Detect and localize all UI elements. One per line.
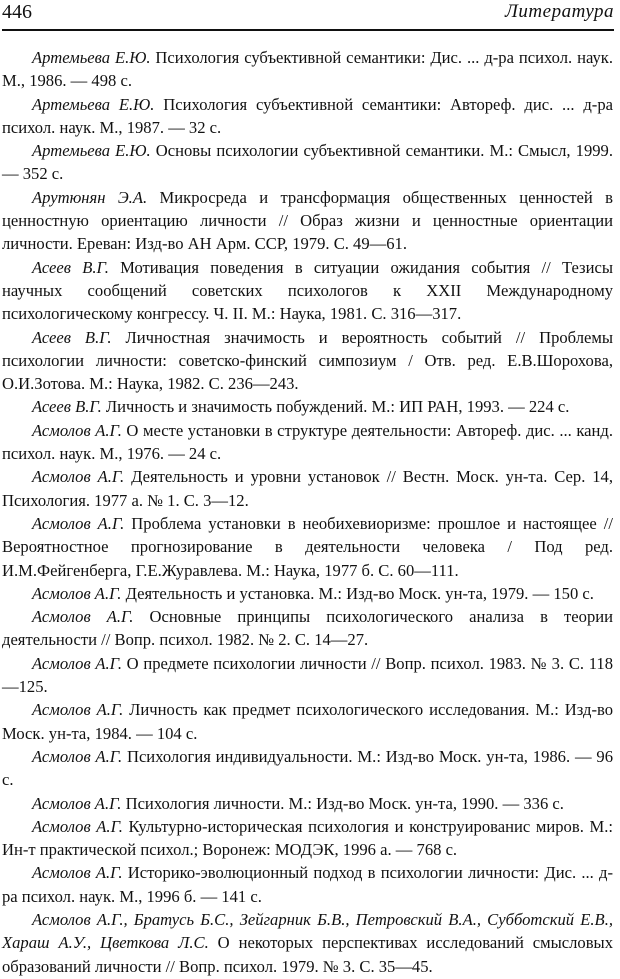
bibliography-entry	[2, 419, 613, 466]
bibliography-entry	[2, 326, 613, 396]
entry-text: Мотивация поведения в ситуации ожидания события // Тезисы научных сообщений советских психологов к XXII Международному психологическому конгрессу. Ч. II. М.: Наука, 1981. С. 316—317.	[2, 257, 613, 324]
entry-author: Асмолов А.Г.	[32, 607, 134, 627]
page-header	[0, 0, 620, 24]
entry-author: Артемьева Е.Ю.	[32, 94, 155, 114]
bibliography-entry	[2, 861, 613, 908]
entry-author: Асмолов А.Г.	[32, 513, 125, 533]
entry-text: Личность и значимость побуждений. М.: ИП РАН, 1993. — 224 с.	[101, 397, 570, 417]
running-head: Литература	[505, 1, 614, 22]
bibliography-entry	[2, 815, 613, 862]
bibliography-entry	[2, 93, 613, 140]
bibliography-entry	[2, 186, 613, 256]
entry-author: Асеев В.Г.	[32, 327, 112, 347]
bibliography-entry	[2, 465, 613, 512]
entry-author: Арутюнян Э.А.	[32, 187, 148, 207]
entry-text: Личность как предмет психологического исследования. М.: Изд-во Моск. ун-та, 1984. — 104 с.	[2, 700, 614, 743]
entry-text: Психология субъективной семантики: Автореф. дис. ... д-ра психол. наук. М., 1987. — 32 с.	[2, 94, 613, 137]
entry-text: Психология личности. М.: Изд-во Моск. ун-та, 1990. — 336 с.	[121, 793, 564, 813]
entry-text: Психология индивидуальности. М.: Изд-во Моск. ун-та, 1986. — 96 с.	[2, 746, 613, 790]
entry-author: Асмолов А.Г., Братусь Б.С., Зейгарник Б.В., Петровский В.А., Субботский Е.В., Хараш А.У., Цветкова Л.С.	[2, 909, 613, 953]
bibliography-entry	[2, 256, 613, 326]
entry-text: Деятельность и уровни установок // Вестн. Моск. ун-та. Сер. 14, Психология. 1977 а. № 1. С. 3—12.	[2, 467, 613, 510]
entry-author: Асмолов А.Г.	[32, 816, 123, 836]
entry-text: Основы психологии субъективной семантики. М.: Смысл, 1999. — 352 с.	[2, 141, 613, 184]
entry-text: Проблема установки в необихевиоризме: прошлое и настоящее // Вероятностное прогнозирование в деятельности человека / Под ред. И.М.Фейгенберга, Г.Е.Журавлева. М.: Наука, 1977 б. С. 60—111.	[2, 513, 613, 580]
entry-author: Асмолов А.Г.	[32, 746, 123, 766]
entry-text: Основные принципы психологического анализа в теории деятельности // Вопр. психол. 1982. № 2. С. 14—27.	[2, 607, 614, 650]
entry-text: Психология субъективной семантики: Дис. ... д-ра психол. наук. М., 1986. — 498 с.	[2, 48, 613, 91]
bibliography-entry	[2, 512, 613, 582]
entry-author: Асмолов А.Г.	[32, 467, 125, 487]
header-rule	[2, 29, 614, 31]
entry-author: Артемьева Е.Ю.	[32, 141, 151, 161]
entry-text: Микросреда и трансформация общественных ценностей в ценностную ориентацию личности // Образ жизни и ценностные ориентации личности. Ереван: Изд-во АН Арм. ССР, 1979. С. 49—61.	[2, 187, 614, 254]
page-number: 446	[2, 1, 32, 23]
entry-text: О месте установки в структуре деятельности: Автореф. дис. ... канд. психол. наук. М., 1976. — 24 с.	[2, 420, 613, 464]
entry-author: Артемьева Е.Ю.	[32, 48, 151, 67]
entry-author: Асеев В.Г.	[32, 397, 102, 417]
bibliography-entry	[2, 652, 613, 699]
entry-text: Деятельность и установка. М.: Изд-во Моск. ун-та, 1979. — 150 с.	[121, 583, 594, 603]
bibliography-entry	[2, 908, 613, 978]
entry-text: О предмете психологии личности // Вопр. психол. 1983. № 3. С. 118—125.	[2, 653, 613, 697]
entry-text: Личностная значимость и вероятность событий // Проблемы психологии личности: советско-финский симпозиум / Отв. ред. Е.В.Шорохова, О.И.Зотова. М.: Наука, 1982. С. 236—243.	[2, 327, 613, 394]
bibliography-entry	[2, 582, 613, 605]
bibliography-entry	[2, 395, 613, 418]
entry-author: Асмолов А.Г.	[32, 583, 122, 603]
entry-author: Асмолов А.Г.	[32, 653, 122, 673]
bibliography-entry	[2, 698, 613, 745]
bibliography-entry	[2, 605, 613, 652]
entry-text: О некоторых перспективах исследований смысловых образований личности // Вопр. психол. 1979. № 3. С. 35—45.	[2, 933, 613, 976]
entry-author: Асмолов А.Г.	[32, 863, 123, 883]
entry-author: Асмолов А.Г.	[32, 700, 124, 720]
entry-author: Асмолов А.Г.	[32, 793, 122, 813]
bibliography-entry	[2, 46, 613, 93]
bibliography-entry	[2, 139, 613, 186]
entry-author: Асеев В.Г.	[32, 257, 109, 277]
bibliography-list	[2, 46, 613, 978]
bibliography-entry	[2, 745, 613, 792]
bibliography-entry	[2, 792, 613, 815]
entry-text: Культурно-историческая психология и конструированис миров. М.: Ин-т практической психол.; Воронеж: МОДЭК, 1996 а. — 768 с.	[2, 816, 613, 860]
entry-text: Историко-эволюционный подход в психологии личности: Дис. ... д-ра психол. наук. М., 1996 б. — 141 с.	[2, 863, 614, 906]
entry-author: Асмолов А.Г.	[32, 420, 122, 440]
